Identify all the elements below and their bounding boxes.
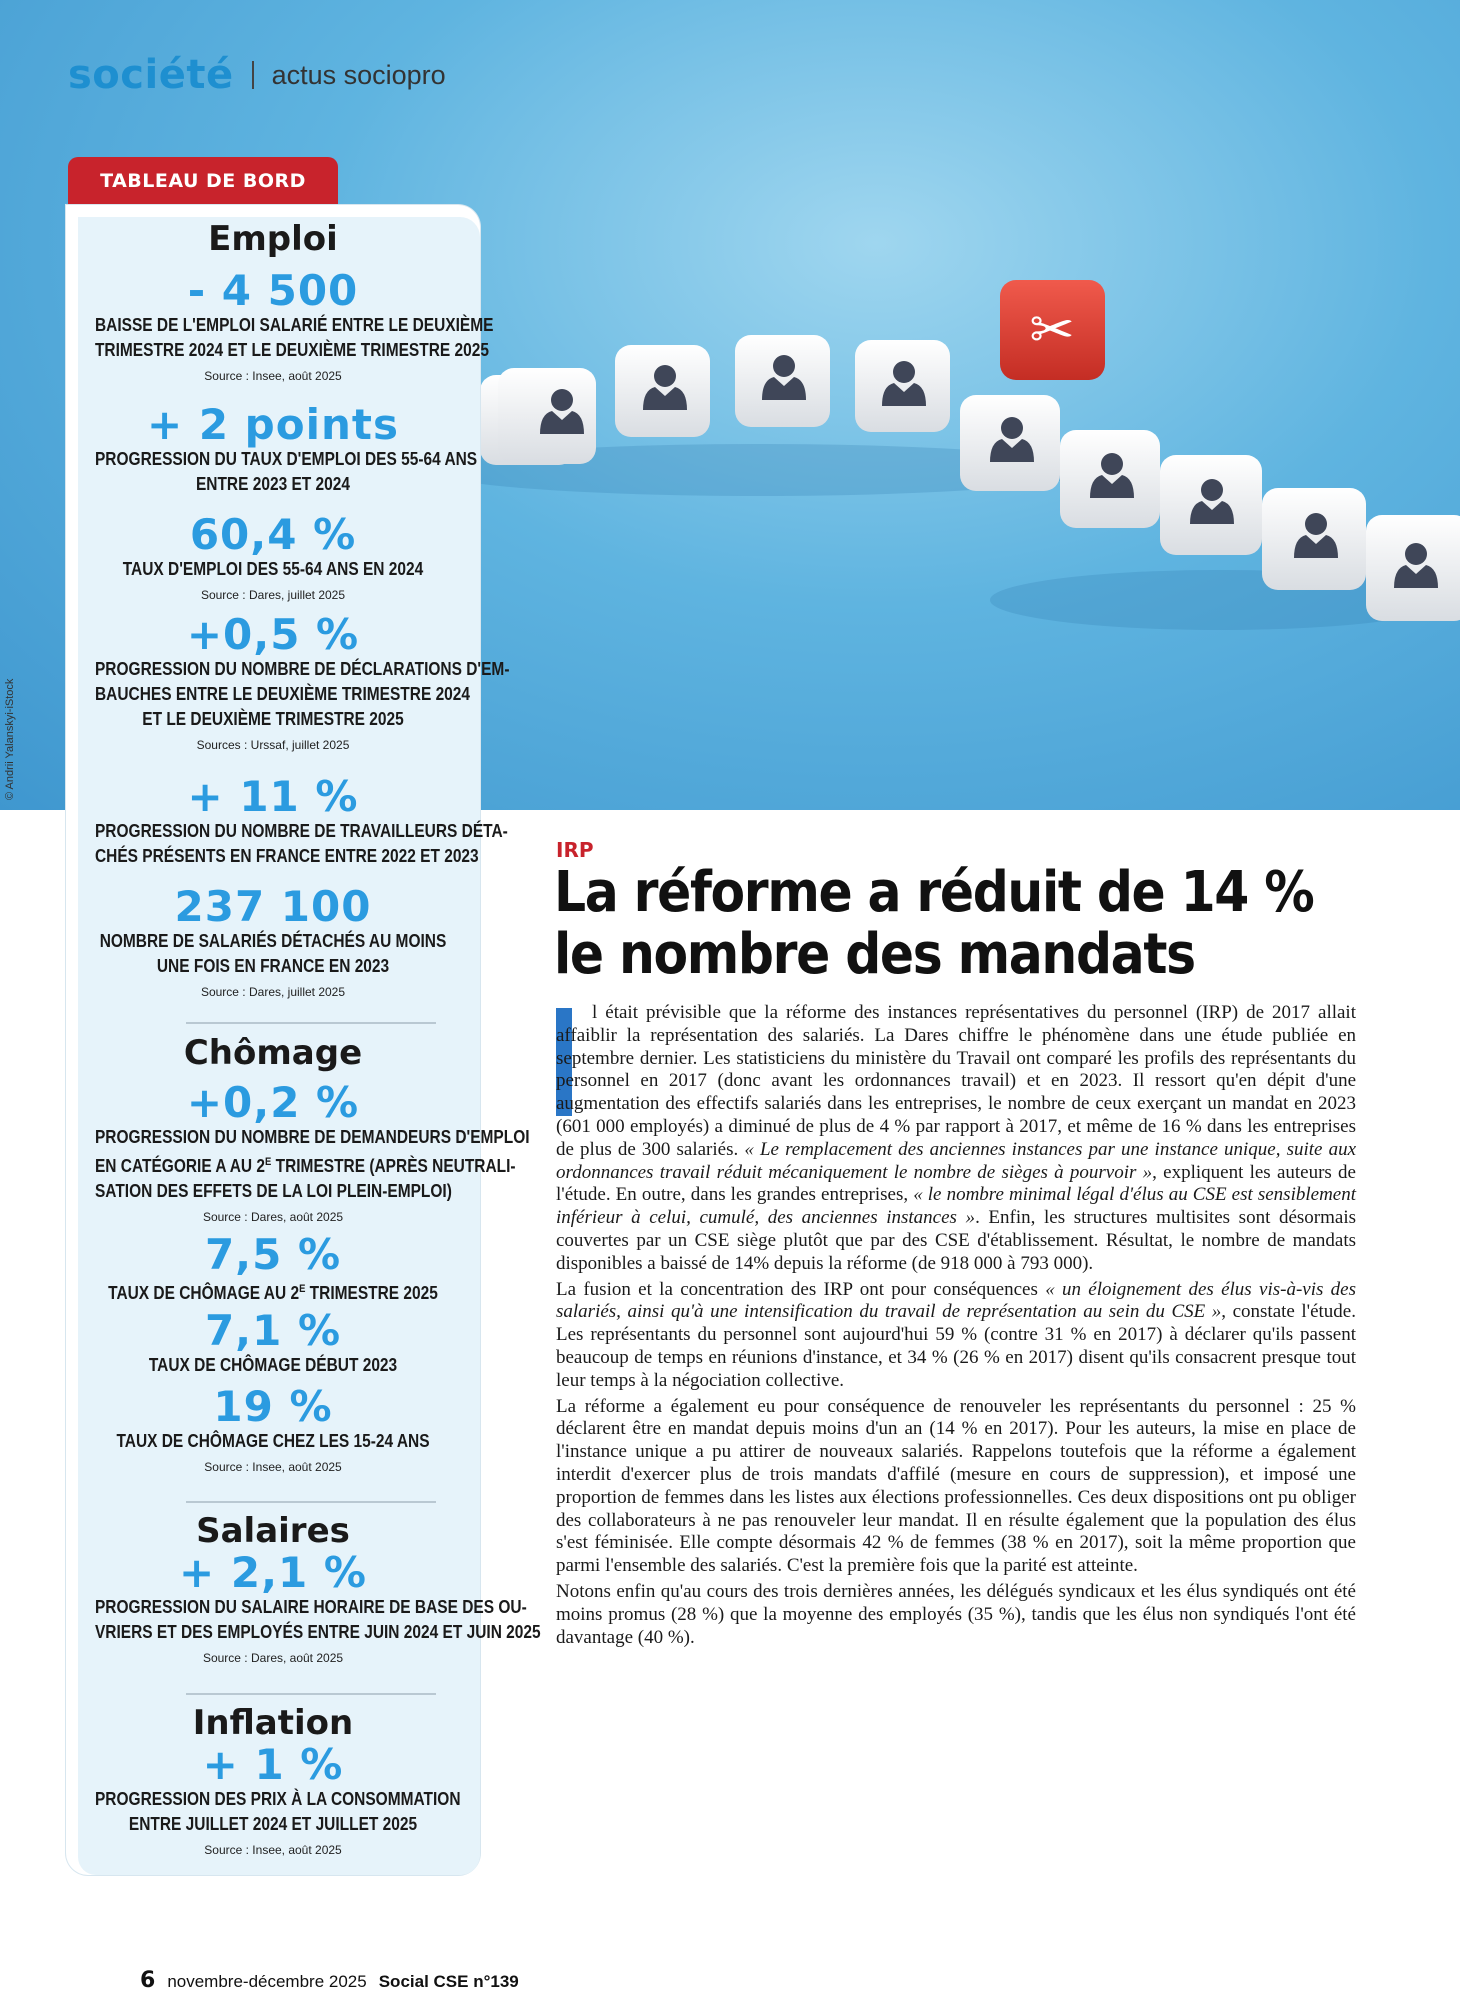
section-divider [186,1693,436,1695]
stat-desc: ET LE DEUXIÈME TRIMESTRE 2025 [142,709,404,729]
stat-source: Source : Insee, août 2025 [204,1460,342,1474]
stat-value: + 1 % [202,1740,344,1789]
stat-desc: CHÉS PRÉSENTS EN FRANCE ENTRE 2022 ET 2023 [94,846,479,866]
page-footer [140,1968,519,1993]
stat-block [66,400,480,497]
article-kicker: IRP [556,838,594,862]
stat-desc: TAUX D'EMPLOI DES 55-64 ANS EN 2024 [122,559,424,579]
stat-desc: VRIERS ET DES EMPLOYÉS ENTRE JUIN 2024 ET JUIN 2025 [94,1622,541,1642]
die [735,335,830,427]
stat-desc: PROGRESSION DU NOMBRE DE DÉCLARATIONS D'EM- [94,659,510,679]
stat-desc: ENTRE JUILLET 2024 ET JUILLET 2025 [128,1814,418,1834]
stat-source: Source : Insee, août 2025 [204,1843,342,1857]
stat-desc: ENTRE 2023 ET 2024 [195,474,351,494]
stat-value: + 11 % [187,772,359,821]
category-title: Emploi [208,219,338,259]
article-title: La réforme a réduit de 14 % le nombre des mandats [554,860,1314,987]
stat-value: 19 % [213,1382,333,1431]
stat-value: 7,1 % [204,1306,342,1355]
stat-desc: PROGRESSION DU NOMBRE DE DEMANDEURS D'EMPLOI [94,1127,530,1147]
die [855,340,950,432]
emploi-section [66,219,480,259]
stat-block [66,1230,480,1306]
stat-desc: PROGRESSION DU NOMBRE DE TRAVAILLEURS DÉTA- [94,821,508,841]
stat-desc: NOMBRE DE SALARIÉS DÉTACHÉS AU MOINS [99,931,447,951]
stat-value: +0,5 % [186,610,360,659]
stat-desc: TAUX DE CHÔMAGE DÉBUT 2023 [148,1355,398,1375]
stat-value: +0,2 % [186,1078,360,1127]
salaires-section [66,1511,541,1665]
stat-value: 60,4 % [189,510,357,559]
section-label: actus sociopro [271,59,446,90]
stat-block [66,510,480,602]
dashboard-tab: TABLEAU DE BORD [68,157,338,205]
stat-block [66,882,480,999]
page-number: 6 [140,1968,156,1993]
stat-block [66,1382,480,1474]
section-divider [186,1501,436,1503]
inflation-section [66,1703,480,1857]
die [1060,430,1160,528]
paragraph: La fusion et la concentration des IRP ont pour conséquences « un éloignement des élus vis-à-vis des salariés, ainsi qu'à une intensification du travail de représentation au sein du CSE », constate l'étude. Les représentants du personnel sont aujourd'hui 59 % (contre 31 % en 2017) à déclarer qu'ils passent beaucoup de temps en réunions d'instance, et 34 % (26 % en 2017) disent qu'ils consacrent presque tout leur temps à la négociation collective. [556,1278,1357,1391]
stat-desc: SATION DES EFFETS DE LA LOI PLEIN-EMPLOI) [94,1181,452,1201]
stat-block [66,772,508,869]
stat-value: 237 100 [174,882,372,931]
die [1262,488,1366,590]
stat-desc: BAISSE DE L'EMPLOI SALARIÉ ENTRE LE DEUXIÈME [94,315,494,335]
die [615,345,710,437]
section-divider [186,1022,436,1024]
chomage-section [66,1033,480,1073]
stat-desc: TRIMESTRE 2024 ET LE DEUXIÈME TRIMESTRE 2025 [94,340,489,360]
stat-source: Source : Dares, juillet 2025 [200,588,346,602]
stat-block [66,1306,480,1378]
dashboard-panel [66,205,541,1875]
category-title: Chômage [183,1033,363,1073]
stat-desc: EN CATÉGORIE A AU $2^E$ TRIMESTRE (APRÈS NEUTRALI- [94,1156,516,1176]
paragraph: La réforme a également eu pour conséquence de renouveler les représentants du personnel : 25 % déclarent être en mandat depuis moins d'un an (14 % en 2017). Pour les auteurs, la mise en place de l'instance unique a pu attirer de nouveaux salariés. Rappelons toutefois que la réforme a également interdit d'exercer plus de trois mandats d'affilé (mesure en cours de suppression), et imposé une proportion de femmes dans les listes aux élections professionnelles. Ces deux dispositions ont pu obliger des collaborateurs à ne pas renouveler leur mandat. Il en résulte également que la population des élus s'est féminisée. Elle compte désormais 42 % de femmes (38 % en 2017), soit la même proportion que parmi l'ensemble des salariés. C'est la première fois que la parité est atteinte. [556,1395,1356,1577]
category-title: Inflation [192,1703,354,1743]
stat-desc: PROGRESSION DU SALAIRE HORAIRE DE BASE DES OU- [94,1597,527,1617]
stat-block [66,610,510,752]
stat-source: Source : Dares, août 2025 [202,1651,344,1665]
stat-value: 7,5 % [204,1230,342,1279]
stat-value: + 2,1 % [179,1548,367,1597]
page-header [68,52,446,98]
stat-desc: PROGRESSION DU TAUX D'EMPLOI DES 55-64 ANS [94,449,478,469]
article-body [556,1002,1356,1649]
issue-date: novembre-décembre 2025 [167,1972,367,1991]
die-scissors [1000,280,1105,380]
stat-desc: BAUCHES ENTRE LE DEUXIÈME TRIMESTRE 2024 [94,684,471,704]
die [498,368,596,464]
header-divider [252,61,254,89]
stat-value: + 2 points [147,400,399,449]
stat-source: Source : Insee, août 2025 [204,369,342,383]
die [960,395,1060,491]
stat-value: - 4 500 [187,266,359,315]
stat-block [66,1078,530,1224]
die [1160,455,1262,555]
rubrique-label: société [68,52,234,98]
stat-desc: UNE FOIS EN FRANCE EN 2023 [156,956,390,976]
paragraph: Notons enfin qu'au cours des trois dernières années, les délégués syndicaux et les élus syndiqués ont été moins promus (28 %) que la moyenne des employés (35 %), tandis que les élus non syndiqués l'ont été davantage (40 %). [556,1580,1356,1648]
paragraph: l était prévisible que la réforme des instances représentatives du personnel (IRP) de 2017 allait affaiblir la représentation des salariés. La Dares chiffre le phénomène dans une étude publiée en septembre dernier. Les statisticiens du ministère du Travail ont comparé les profils des représentants du personnel en 2017 (donc avant les ordonnances travail) et en 2023. Il ressort qu'en dépit d'une augmentation des effectifs salariés dans les entreprises, le nombre de ceux exerçant un mandat en 2023 (601 000 employés) a diminué de plus de 4 % par rapport à 2017, et même de 16 % dans les entreprises de plus de 300 salariés. « Le remplacement des anciennes instances par une instance unique, suite aux ordonnances travail réduit mécaniquement le nombre de sièges à pourvoir », expliquent les auteurs de l'étude. En outre, dans les grandes entreprises, « le nombre minimal légal d'élus au CSE est sensiblement inférieur à celui, cumulé, des anciennes instances ». Enfin, les structures multisites sont désormais couvertes par un CSE siège plutôt que par des CSE d'établissement. Résultat, le nombre de mandats disponibles a baissé de 14% depuis la réforme (de 918 000 à 793 000). [556,1002,1357,1274]
category-title: Salaires [196,1511,350,1551]
die [1366,515,1460,621]
stat-desc: PROGRESSION DES PRIX À LA CONSOMMATION [94,1789,461,1809]
stat-desc: TAUX DE CHÔMAGE AU $2^E$ TRIMESTRE 2025 [108,1283,438,1303]
photo-credit: © Andrii Yalanskyi-iStock [4,678,16,800]
stat-source: Source : Dares, août 2025 [202,1210,344,1224]
stat-block [66,266,494,383]
stat-desc: TAUX DE CHÔMAGE CHEZ LES 15-24 ANS [116,1431,430,1451]
stat-source: Source : Dares, juillet 2025 [200,985,346,999]
svg-text:✂: ✂ [1029,298,1075,361]
magazine-name: Social CSE n°139 [378,1972,519,1991]
stat-source: Sources : Urssaf, juillet 2025 [196,738,350,752]
